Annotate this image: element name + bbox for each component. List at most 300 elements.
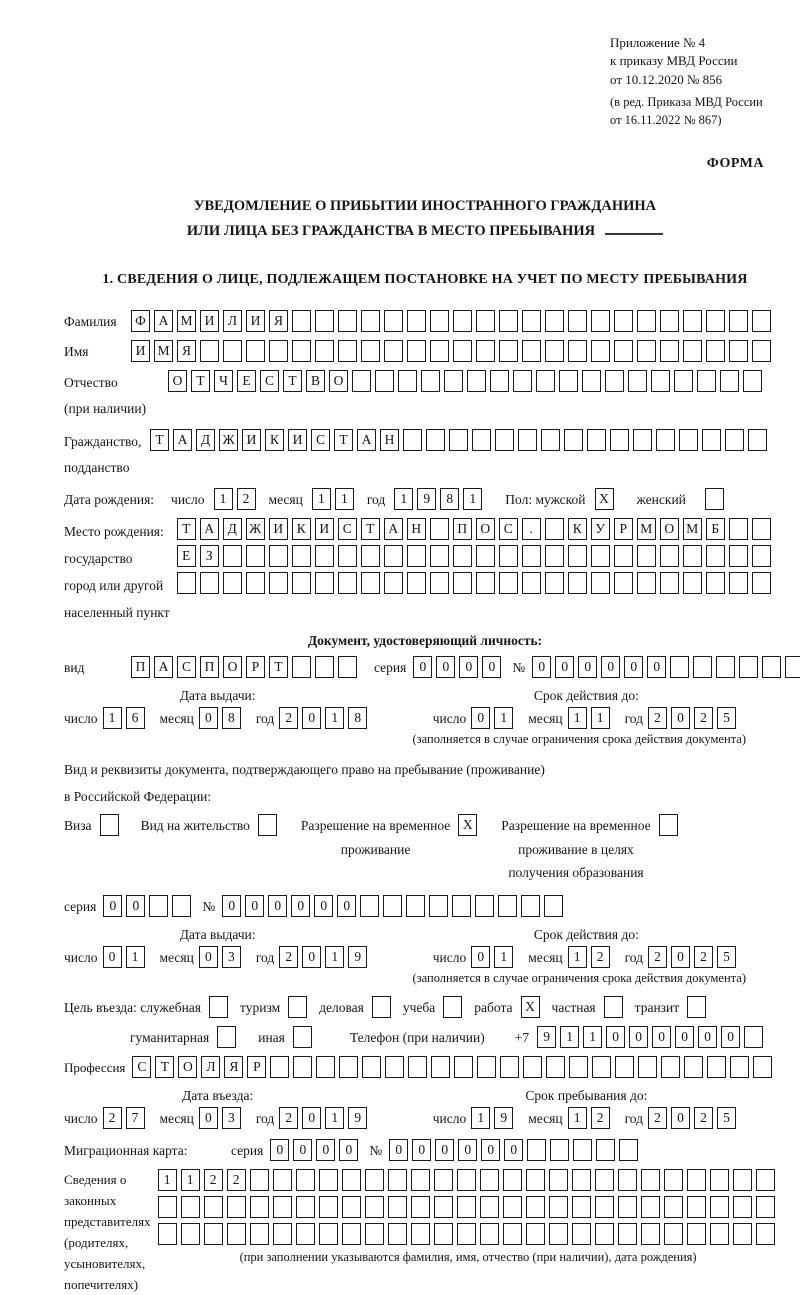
char-cell[interactable]: [217, 1026, 236, 1048]
char-cell[interactable]: [729, 518, 748, 540]
char-cell[interactable]: [549, 1196, 568, 1218]
char-cell[interactable]: [733, 1196, 752, 1218]
char-cell[interactable]: 0: [606, 1026, 625, 1048]
char-cell[interactable]: [499, 340, 518, 362]
char-cell[interactable]: [292, 340, 311, 362]
char-cell[interactable]: [683, 340, 702, 362]
char-cell[interactable]: 8: [348, 707, 367, 729]
char-cell[interactable]: [707, 1056, 726, 1078]
char-cell[interactable]: [375, 370, 394, 392]
char-cell[interactable]: [338, 340, 357, 362]
char-cell[interactable]: [449, 429, 468, 451]
char-cell[interactable]: [693, 656, 712, 678]
char-cell[interactable]: [637, 310, 656, 332]
char-cell[interactable]: [628, 370, 647, 392]
char-cell[interactable]: [614, 340, 633, 362]
char-cell[interactable]: [730, 1056, 749, 1078]
char-cell[interactable]: Н: [380, 429, 399, 451]
char-cell[interactable]: [270, 1056, 289, 1078]
char-cell[interactable]: [545, 572, 564, 594]
char-cell[interactable]: [246, 340, 265, 362]
char-cell[interactable]: [273, 1196, 292, 1218]
char-cell[interactable]: И: [200, 310, 219, 332]
char-cell[interactable]: 0: [435, 1139, 454, 1161]
char-cell[interactable]: [687, 996, 706, 1018]
char-cell[interactable]: [687, 1169, 706, 1191]
char-cell[interactable]: [660, 572, 679, 594]
char-cell[interactable]: X: [458, 814, 477, 836]
char-cell[interactable]: [595, 1223, 614, 1245]
char-cell[interactable]: 0: [471, 946, 490, 968]
char-cell[interactable]: 0: [675, 1026, 694, 1048]
char-cell[interactable]: [384, 545, 403, 567]
char-cell[interactable]: С: [499, 518, 518, 540]
char-cell[interactable]: 1: [583, 1026, 602, 1048]
char-cell[interactable]: [582, 370, 601, 392]
char-cell[interactable]: [664, 1223, 683, 1245]
char-cell[interactable]: [660, 545, 679, 567]
char-cell[interactable]: [545, 340, 564, 362]
char-cell[interactable]: [292, 545, 311, 567]
char-cell[interactable]: К: [292, 518, 311, 540]
char-cell[interactable]: 0: [291, 895, 310, 917]
char-cell[interactable]: [293, 1056, 312, 1078]
char-cell[interactable]: С: [260, 370, 279, 392]
char-cell[interactable]: Е: [237, 370, 256, 392]
char-cell[interactable]: [739, 656, 758, 678]
char-cell[interactable]: 6: [126, 707, 145, 729]
char-cell[interactable]: [614, 310, 633, 332]
char-cell[interactable]: [499, 545, 518, 567]
char-cell[interactable]: [453, 572, 472, 594]
char-cell[interactable]: [569, 1056, 588, 1078]
char-cell[interactable]: [572, 1223, 591, 1245]
char-cell[interactable]: 1: [103, 707, 122, 729]
char-cell[interactable]: 0: [671, 1107, 690, 1129]
char-cell[interactable]: [572, 1169, 591, 1191]
char-cell[interactable]: В: [306, 370, 325, 392]
char-cell[interactable]: 0: [302, 1107, 321, 1129]
char-cell[interactable]: 1: [181, 1169, 200, 1191]
char-cell[interactable]: [498, 895, 517, 917]
char-cell[interactable]: М: [177, 310, 196, 332]
char-cell[interactable]: [361, 340, 380, 362]
char-cell[interactable]: 0: [126, 895, 145, 917]
char-cell[interactable]: [618, 1196, 637, 1218]
char-cell[interactable]: [406, 895, 425, 917]
char-cell[interactable]: [545, 518, 564, 540]
char-cell[interactable]: [476, 572, 495, 594]
char-cell[interactable]: [522, 340, 541, 362]
char-cell[interactable]: 0: [103, 946, 122, 968]
char-cell[interactable]: [385, 1056, 404, 1078]
char-cell[interactable]: [756, 1196, 775, 1218]
char-cell[interactable]: [706, 545, 725, 567]
char-cell[interactable]: И: [242, 429, 261, 451]
char-cell[interactable]: [756, 1223, 775, 1245]
char-cell[interactable]: [407, 545, 426, 567]
char-cell[interactable]: [223, 572, 242, 594]
char-cell[interactable]: [729, 545, 748, 567]
char-cell[interactable]: [181, 1223, 200, 1245]
char-cell[interactable]: [480, 1196, 499, 1218]
char-cell[interactable]: М: [637, 518, 656, 540]
char-cell[interactable]: [705, 488, 724, 510]
char-cell[interactable]: [273, 1169, 292, 1191]
char-cell[interactable]: [660, 340, 679, 362]
char-cell[interactable]: 0: [555, 656, 574, 678]
char-cell[interactable]: [729, 572, 748, 594]
char-cell[interactable]: [664, 1169, 683, 1191]
char-cell[interactable]: 0: [482, 656, 501, 678]
char-cell[interactable]: [273, 1223, 292, 1245]
char-cell[interactable]: [342, 1223, 361, 1245]
char-cell[interactable]: [246, 572, 265, 594]
char-cell[interactable]: Ж: [219, 429, 238, 451]
char-cell[interactable]: [587, 429, 606, 451]
char-cell[interactable]: [360, 895, 379, 917]
char-cell[interactable]: [664, 1196, 683, 1218]
char-cell[interactable]: Т: [283, 370, 302, 392]
char-cell[interactable]: [710, 1196, 729, 1218]
char-cell[interactable]: [204, 1196, 223, 1218]
char-cell[interactable]: Я: [177, 340, 196, 362]
char-cell[interactable]: [453, 545, 472, 567]
char-cell[interactable]: [454, 1056, 473, 1078]
char-cell[interactable]: [546, 1056, 565, 1078]
char-cell[interactable]: [752, 545, 771, 567]
char-cell[interactable]: [181, 1196, 200, 1218]
char-cell[interactable]: 2: [694, 707, 713, 729]
char-cell[interactable]: [388, 1169, 407, 1191]
char-cell[interactable]: 9: [494, 1107, 513, 1129]
char-cell[interactable]: [526, 1196, 545, 1218]
char-cell[interactable]: С: [338, 518, 357, 540]
char-cell[interactable]: 0: [671, 707, 690, 729]
char-cell[interactable]: [362, 1056, 381, 1078]
char-cell[interactable]: [453, 340, 472, 362]
char-cell[interactable]: 0: [624, 656, 643, 678]
char-cell[interactable]: 5: [717, 946, 736, 968]
char-cell[interactable]: [748, 429, 767, 451]
char-cell[interactable]: [292, 572, 311, 594]
char-cell[interactable]: 0: [412, 1139, 431, 1161]
char-cell[interactable]: [407, 572, 426, 594]
char-cell[interactable]: [710, 1169, 729, 1191]
char-cell[interactable]: 0: [459, 656, 478, 678]
char-cell[interactable]: К: [265, 429, 284, 451]
char-cell[interactable]: 0: [199, 1107, 218, 1129]
char-cell[interactable]: И: [315, 518, 334, 540]
char-cell[interactable]: С: [132, 1056, 151, 1078]
char-cell[interactable]: [526, 1169, 545, 1191]
char-cell[interactable]: [250, 1196, 269, 1218]
char-cell[interactable]: [296, 1223, 315, 1245]
char-cell[interactable]: [365, 1223, 384, 1245]
char-cell[interactable]: С: [311, 429, 330, 451]
char-cell[interactable]: 0: [199, 707, 218, 729]
char-cell[interactable]: [523, 1056, 542, 1078]
char-cell[interactable]: 1: [591, 707, 610, 729]
char-cell[interactable]: И: [131, 340, 150, 362]
char-cell[interactable]: [388, 1196, 407, 1218]
char-cell[interactable]: [250, 1169, 269, 1191]
char-cell[interactable]: [158, 1196, 177, 1218]
char-cell[interactable]: [545, 310, 564, 332]
char-cell[interactable]: [457, 1169, 476, 1191]
char-cell[interactable]: О: [178, 1056, 197, 1078]
char-cell[interactable]: Т: [150, 429, 169, 451]
char-cell[interactable]: [641, 1223, 660, 1245]
char-cell[interactable]: И: [269, 518, 288, 540]
char-cell[interactable]: [683, 545, 702, 567]
char-cell[interactable]: 2: [279, 946, 298, 968]
char-cell[interactable]: [443, 996, 462, 1018]
char-cell[interactable]: [223, 545, 242, 567]
char-cell[interactable]: О: [660, 518, 679, 540]
char-cell[interactable]: [503, 1196, 522, 1218]
char-cell[interactable]: [674, 370, 693, 392]
char-cell[interactable]: [651, 370, 670, 392]
char-cell[interactable]: Р: [614, 518, 633, 540]
char-cell[interactable]: 0: [721, 1026, 740, 1048]
char-cell[interactable]: 0: [436, 656, 455, 678]
char-cell[interactable]: [403, 429, 422, 451]
char-cell[interactable]: 0: [302, 707, 321, 729]
char-cell[interactable]: [407, 340, 426, 362]
char-cell[interactable]: [426, 429, 445, 451]
char-cell[interactable]: [521, 895, 540, 917]
char-cell[interactable]: [683, 572, 702, 594]
char-cell[interactable]: [752, 518, 771, 540]
char-cell[interactable]: [596, 1139, 615, 1161]
char-cell[interactable]: [384, 310, 403, 332]
char-cell[interactable]: [316, 1056, 335, 1078]
char-cell[interactable]: [475, 895, 494, 917]
char-cell[interactable]: [365, 1196, 384, 1218]
char-cell[interactable]: [430, 310, 449, 332]
char-cell[interactable]: 0: [647, 656, 666, 678]
char-cell[interactable]: [434, 1196, 453, 1218]
char-cell[interactable]: [342, 1169, 361, 1191]
char-cell[interactable]: [258, 814, 277, 836]
char-cell[interactable]: И: [288, 429, 307, 451]
char-cell[interactable]: [384, 572, 403, 594]
char-cell[interactable]: [467, 370, 486, 392]
char-cell[interactable]: [615, 1056, 634, 1078]
char-cell[interactable]: 1: [214, 488, 233, 510]
char-cell[interactable]: [319, 1169, 338, 1191]
char-cell[interactable]: 0: [532, 656, 551, 678]
char-cell[interactable]: [544, 895, 563, 917]
char-cell[interactable]: [296, 1196, 315, 1218]
char-cell[interactable]: [421, 370, 440, 392]
char-cell[interactable]: [503, 1223, 522, 1245]
char-cell[interactable]: [656, 429, 675, 451]
char-cell[interactable]: [315, 545, 334, 567]
char-cell[interactable]: 1: [158, 1169, 177, 1191]
char-cell[interactable]: 0: [293, 1139, 312, 1161]
char-cell[interactable]: [716, 656, 735, 678]
char-cell[interactable]: 0: [671, 946, 690, 968]
char-cell[interactable]: [411, 1223, 430, 1245]
char-cell[interactable]: [568, 572, 587, 594]
char-cell[interactable]: [490, 370, 509, 392]
char-cell[interactable]: 0: [314, 895, 333, 917]
char-cell[interactable]: [338, 656, 357, 678]
char-cell[interactable]: [250, 1223, 269, 1245]
char-cell[interactable]: [361, 572, 380, 594]
char-cell[interactable]: Ф: [131, 310, 150, 332]
char-cell[interactable]: [573, 1139, 592, 1161]
char-cell[interactable]: [476, 340, 495, 362]
char-cell[interactable]: А: [154, 656, 173, 678]
char-cell[interactable]: 0: [458, 1139, 477, 1161]
char-cell[interactable]: 2: [648, 707, 667, 729]
char-cell[interactable]: [604, 996, 623, 1018]
char-cell[interactable]: Б: [706, 518, 725, 540]
char-cell[interactable]: 1: [394, 488, 413, 510]
char-cell[interactable]: [100, 814, 119, 836]
char-cell[interactable]: X: [595, 488, 614, 510]
char-cell[interactable]: [444, 370, 463, 392]
char-cell[interactable]: 2: [591, 1107, 610, 1129]
char-cell[interactable]: 8: [222, 707, 241, 729]
char-cell[interactable]: [319, 1223, 338, 1245]
char-cell[interactable]: [338, 572, 357, 594]
char-cell[interactable]: С: [177, 656, 196, 678]
char-cell[interactable]: [477, 1056, 496, 1078]
char-cell[interactable]: 0: [652, 1026, 671, 1048]
char-cell[interactable]: [149, 895, 168, 917]
char-cell[interactable]: К: [568, 518, 587, 540]
char-cell[interactable]: 0: [413, 656, 432, 678]
char-cell[interactable]: [756, 1169, 775, 1191]
char-cell[interactable]: Т: [177, 518, 196, 540]
char-cell[interactable]: [670, 656, 689, 678]
char-cell[interactable]: 2: [694, 1107, 713, 1129]
char-cell[interactable]: [618, 1223, 637, 1245]
char-cell[interactable]: 2: [591, 946, 610, 968]
char-cell[interactable]: 5: [717, 707, 736, 729]
char-cell[interactable]: [659, 814, 678, 836]
char-cell[interactable]: [384, 340, 403, 362]
char-cell[interactable]: [595, 1169, 614, 1191]
char-cell[interactable]: 1: [494, 946, 513, 968]
char-cell[interactable]: 1: [312, 488, 331, 510]
char-cell[interactable]: И: [246, 310, 265, 332]
char-cell[interactable]: М: [683, 518, 702, 540]
char-cell[interactable]: 2: [279, 1107, 298, 1129]
char-cell[interactable]: У: [591, 518, 610, 540]
char-cell[interactable]: 0: [222, 895, 241, 917]
char-cell[interactable]: 2: [204, 1169, 223, 1191]
char-cell[interactable]: [752, 340, 771, 362]
char-cell[interactable]: [591, 340, 610, 362]
char-cell[interactable]: Т: [191, 370, 210, 392]
char-cell[interactable]: [637, 340, 656, 362]
char-cell[interactable]: 0: [601, 656, 620, 678]
char-cell[interactable]: 1: [325, 946, 344, 968]
char-cell[interactable]: [706, 572, 725, 594]
char-cell[interactable]: [641, 1169, 660, 1191]
char-cell[interactable]: 1: [494, 707, 513, 729]
char-cell[interactable]: 0: [270, 1139, 289, 1161]
char-cell[interactable]: 0: [504, 1139, 523, 1161]
char-cell[interactable]: [743, 370, 762, 392]
char-cell[interactable]: [660, 310, 679, 332]
char-cell[interactable]: 9: [417, 488, 436, 510]
char-cell[interactable]: [177, 572, 196, 594]
char-cell[interactable]: 5: [717, 1107, 736, 1129]
char-cell[interactable]: [744, 1026, 763, 1048]
char-cell[interactable]: Я: [224, 1056, 243, 1078]
char-cell[interactable]: [223, 340, 242, 362]
char-cell[interactable]: [522, 310, 541, 332]
char-cell[interactable]: 0: [698, 1026, 717, 1048]
char-cell[interactable]: Л: [201, 1056, 220, 1078]
char-cell[interactable]: [633, 429, 652, 451]
char-cell[interactable]: [536, 370, 555, 392]
char-cell[interactable]: [296, 1169, 315, 1191]
char-cell[interactable]: 1: [463, 488, 482, 510]
char-cell[interactable]: [430, 572, 449, 594]
char-cell[interactable]: [752, 310, 771, 332]
char-cell[interactable]: [733, 1169, 752, 1191]
char-cell[interactable]: 7: [126, 1107, 145, 1129]
char-cell[interactable]: [729, 310, 748, 332]
char-cell[interactable]: [568, 340, 587, 362]
char-cell[interactable]: [637, 545, 656, 567]
char-cell[interactable]: 2: [648, 946, 667, 968]
char-cell[interactable]: [549, 1223, 568, 1245]
char-cell[interactable]: [638, 1056, 657, 1078]
char-cell[interactable]: [172, 895, 191, 917]
char-cell[interactable]: [499, 572, 518, 594]
char-cell[interactable]: 0: [629, 1026, 648, 1048]
char-cell[interactable]: [702, 429, 721, 451]
char-cell[interactable]: О: [329, 370, 348, 392]
char-cell[interactable]: [637, 572, 656, 594]
char-cell[interactable]: [293, 1026, 312, 1048]
char-cell[interactable]: [315, 572, 334, 594]
char-cell[interactable]: [549, 1169, 568, 1191]
char-cell[interactable]: [408, 1056, 427, 1078]
char-cell[interactable]: [200, 572, 219, 594]
char-cell[interactable]: А: [154, 310, 173, 332]
char-cell[interactable]: [361, 310, 380, 332]
char-cell[interactable]: [499, 310, 518, 332]
char-cell[interactable]: [545, 545, 564, 567]
char-cell[interactable]: [591, 545, 610, 567]
char-cell[interactable]: [292, 310, 311, 332]
char-cell[interactable]: [411, 1196, 430, 1218]
char-cell[interactable]: 0: [471, 707, 490, 729]
char-cell[interactable]: .: [522, 518, 541, 540]
char-cell[interactable]: 1: [568, 707, 587, 729]
char-cell[interactable]: [762, 656, 781, 678]
char-cell[interactable]: [480, 1169, 499, 1191]
char-cell[interactable]: [430, 340, 449, 362]
char-cell[interactable]: [518, 429, 537, 451]
char-cell[interactable]: [610, 429, 629, 451]
char-cell[interactable]: [480, 1223, 499, 1245]
char-cell[interactable]: [591, 572, 610, 594]
char-cell[interactable]: 3: [222, 1107, 241, 1129]
char-cell[interactable]: [269, 340, 288, 362]
char-cell[interactable]: [687, 1196, 706, 1218]
char-cell[interactable]: М: [154, 340, 173, 362]
